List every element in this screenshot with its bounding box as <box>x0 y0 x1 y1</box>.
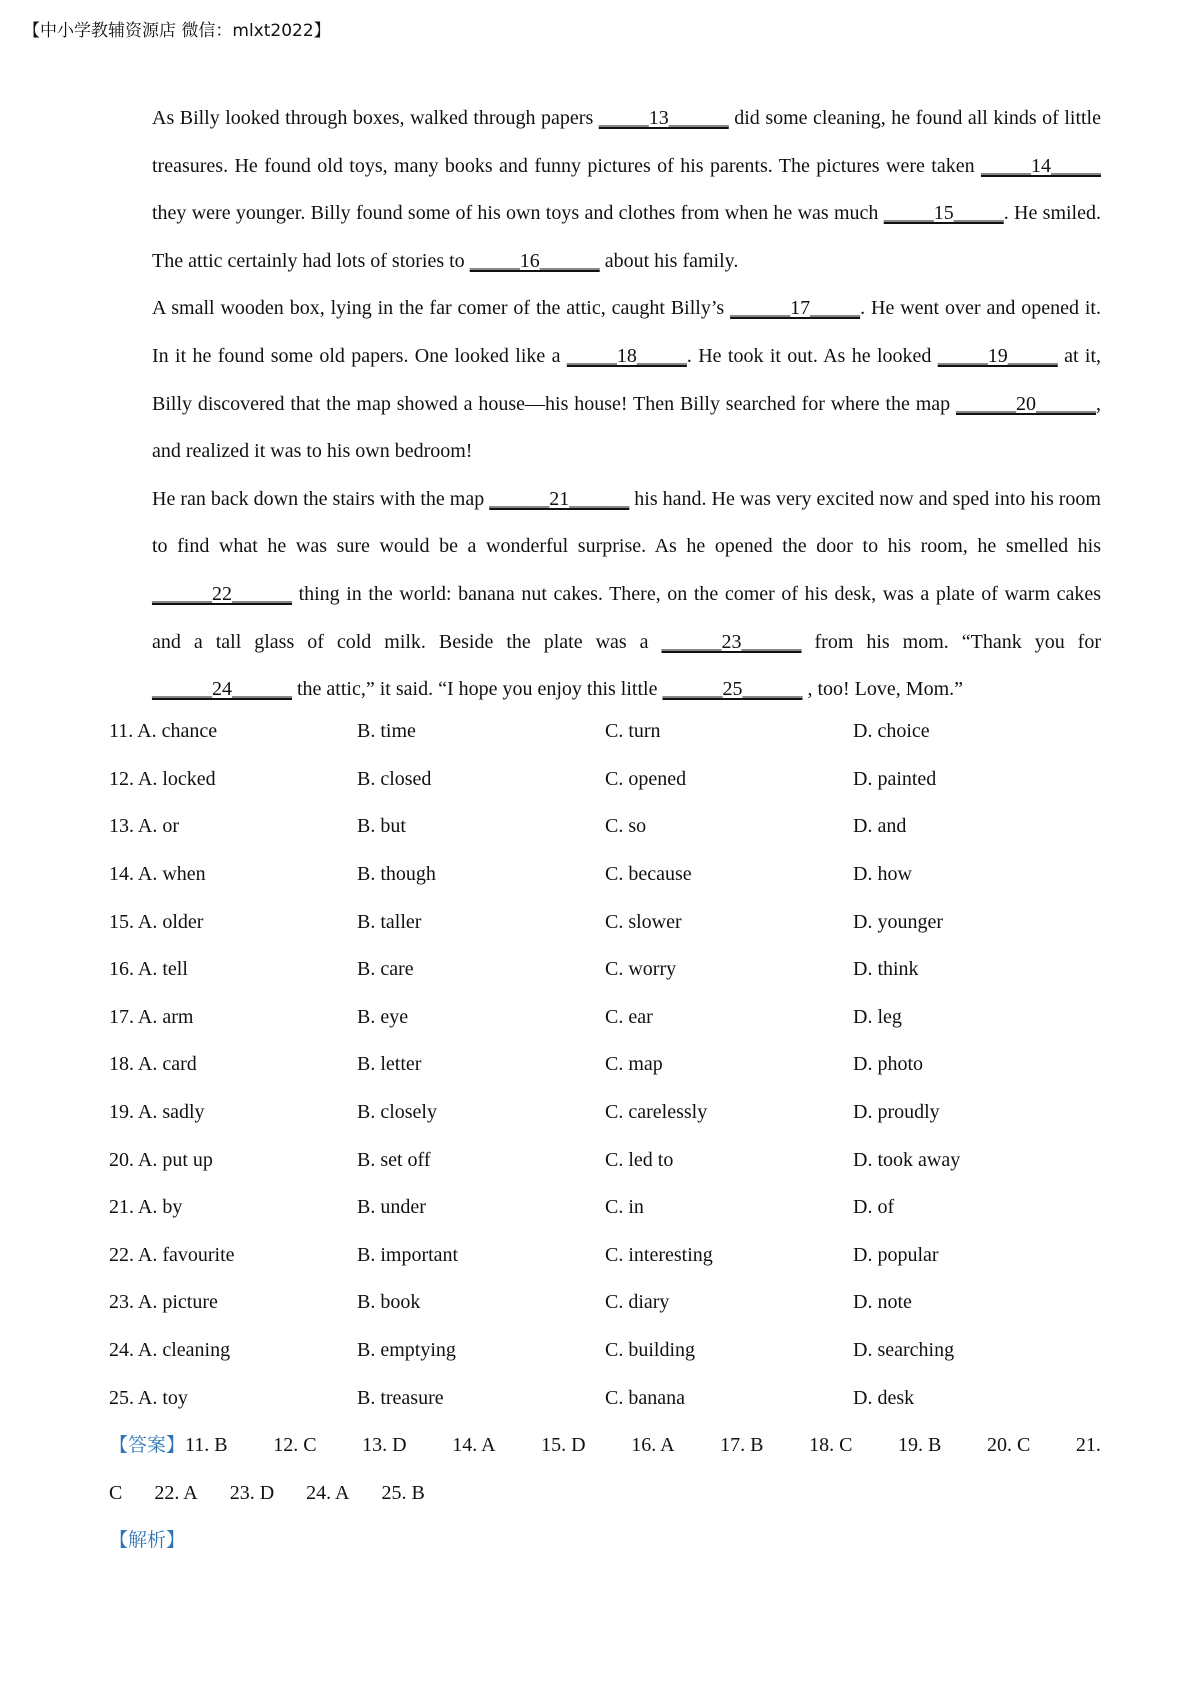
answer-label <box>109 1422 228 1470</box>
option-choice: B. closely <box>357 1101 437 1124</box>
answer-item: 21. <box>1075 1434 1101 1456</box>
option-choice: 23. A. picture <box>109 1291 218 1314</box>
answer-item: 14. A <box>452 1434 496 1456</box>
option-row <box>109 1374 1109 1422</box>
page-header: 【中小学教辅资源店 微信：mlxt2022】 <box>23 21 331 41</box>
option-choice: B. care <box>357 958 414 981</box>
option-row <box>109 946 1109 994</box>
option-choice: B. set off <box>357 1148 431 1171</box>
cloze-blank: ______22______ <box>152 582 292 605</box>
answer-item: 17. B <box>720 1434 764 1456</box>
answer-item: 20. C <box>986 1434 1031 1456</box>
passage-paragraph <box>109 476 1101 714</box>
option-choice: D. leg <box>853 1005 902 1028</box>
passage-paragraph <box>109 285 1101 475</box>
option-choice: D. how <box>853 863 912 886</box>
cloze-blank: ______20______ <box>956 392 1096 415</box>
option-choice: C. map <box>605 1053 663 1076</box>
answer-item: 11. B <box>185 1434 228 1456</box>
answer-item: 18. C <box>809 1434 853 1456</box>
option-choice: B. letter <box>357 1053 422 1076</box>
option-choice: D. took away <box>853 1148 961 1171</box>
option-choice: 19. A. sadly <box>109 1101 205 1124</box>
passage-text: , too! Love, Mom.” <box>802 678 963 701</box>
cloze-blank: _____16______ <box>469 249 600 272</box>
passage-text: . He smiled. The attic certainly had lots of stories to <box>152 202 1101 272</box>
option-choice: B. taller <box>357 910 422 933</box>
passage-text: He ran back down the stairs with the map <box>152 487 490 510</box>
cloze-blank: ______24______ <box>152 678 292 701</box>
answer-item: 15. D <box>541 1434 586 1456</box>
passage-text: at it, Billy discovered that the map showed a house—his house! Then Billy searched for where the map <box>152 344 1102 415</box>
passage-text: about his family. <box>599 249 739 272</box>
option-choice: C. diary <box>605 1291 670 1314</box>
option-row <box>109 994 1109 1042</box>
option-choice: 18. A. card <box>109 1053 197 1076</box>
answer-item: 13. D <box>362 1434 407 1456</box>
option-choice: D. choice <box>853 720 930 743</box>
option-choice: D. popular <box>853 1243 939 1266</box>
option-choice: D. desk <box>853 1386 915 1409</box>
option-choice: C. worry <box>605 958 677 981</box>
answer-item: 24. A <box>306 1481 350 1504</box>
option-choice: D. painted <box>853 767 937 790</box>
option-choice: B. book <box>357 1291 421 1314</box>
option-choice: C. led to <box>605 1148 674 1171</box>
cloze-blank: ______23______ <box>661 630 802 653</box>
passage-text: thing in the world: banana nut cakes. There, on the comer of his desk, was a plate of warm cakes and a tall glass of cold milk. Beside the plate was a <box>152 582 1101 653</box>
option-choice: 25. A. toy <box>109 1386 188 1409</box>
answer-item: 19. B <box>898 1434 942 1456</box>
option-choice: 22. A. favourite <box>109 1243 235 1266</box>
answer-row <box>109 1470 1101 1518</box>
cloze-passage <box>109 95 1101 714</box>
answer-item: 12. C <box>273 1434 317 1456</box>
option-choice: D. younger <box>853 910 943 933</box>
answer-item: 16. A <box>631 1434 675 1456</box>
option-choice: B. important <box>357 1243 459 1266</box>
option-choice: 17. A. arm <box>109 1005 194 1028</box>
option-choice: C. ear <box>605 1005 653 1028</box>
option-choice: C. carelessly <box>605 1101 708 1124</box>
option-choice: D. note <box>853 1291 912 1314</box>
cloze-blank: ______21______ <box>489 487 630 510</box>
option-choice: B. eye <box>357 1005 409 1028</box>
option-choice: D. searching <box>853 1339 955 1362</box>
option-row <box>109 708 1109 756</box>
option-row <box>109 1184 1109 1232</box>
option-choice: B. treasure <box>357 1386 444 1409</box>
cloze-blank: _____15_____ <box>883 202 1004 225</box>
passage-text: , and realized it was to his own bedroom! <box>152 392 1101 463</box>
option-row <box>109 1279 1109 1327</box>
option-choice: 16. A. tell <box>109 958 188 981</box>
option-choice: D. of <box>853 1196 895 1219</box>
option-choice: C. because <box>605 863 692 886</box>
option-row <box>109 1232 1109 1280</box>
passage-text: A small wooden box, lying in the far comer of the attic, caught Billy’s <box>152 297 731 320</box>
option-choice: C. opened <box>605 767 687 790</box>
answer-row <box>109 1422 1101 1470</box>
option-choice: C. in <box>605 1196 644 1219</box>
answer-tag: 【答案】 <box>109 1434 186 1456</box>
option-choice: B. but <box>357 815 406 838</box>
analysis-section <box>109 1517 1101 1565</box>
passage-text: As Billy looked through boxes, walked through papers <box>152 107 599 129</box>
cloze-blank: _____19_____ <box>937 344 1058 367</box>
option-choice: B. time <box>357 720 416 743</box>
option-row <box>109 898 1109 946</box>
option-choice: C. banana <box>605 1386 685 1409</box>
option-row <box>109 803 1109 851</box>
option-choice: B. emptying <box>357 1339 456 1362</box>
option-choice: C. slower <box>605 910 682 933</box>
option-choice: 12. A. locked <box>109 767 216 790</box>
answer-section <box>109 1422 1101 1565</box>
option-choice: 13. A. or <box>109 815 179 838</box>
options-list <box>109 708 1109 1422</box>
option-choice: D. think <box>853 958 919 981</box>
option-choice: C. interesting <box>605 1243 713 1266</box>
cloze-blank: _____13______ <box>598 107 729 129</box>
option-choice: C. so <box>605 815 647 838</box>
passage-text: his hand. He was very excited now and sped into his room to find what he was sure would be a wonderful surprise. As he opened the door to his room, he smelled his <box>152 487 1101 558</box>
option-choice: 21. A. by <box>109 1196 183 1219</box>
option-choice: D. photo <box>853 1053 923 1076</box>
option-row <box>109 1136 1109 1184</box>
cloze-blank: _____18_____ <box>566 344 687 367</box>
option-choice: C. turn <box>605 720 661 743</box>
option-choice: 14. A. when <box>109 863 206 886</box>
passage-text: the attic,” it said. “I hope you enjoy this little <box>292 678 663 701</box>
option-choice: 11. A. chance <box>109 720 218 743</box>
answer-item: 25. B <box>381 1481 425 1504</box>
passage-text: did some cleaning, he found all kinds of little treasures. He found old toys, many books and funny pictures of his parents. The pictures were taken <box>152 107 1101 177</box>
option-row <box>109 756 1109 804</box>
option-choice: C. building <box>605 1339 696 1362</box>
option-choice: B. though <box>357 863 436 886</box>
answer-item: C <box>109 1481 123 1504</box>
passage-text: from his mom. “Thank you for <box>801 630 1102 653</box>
option-row <box>109 1041 1109 1089</box>
analysis-tag: 【解析】 <box>109 1529 186 1552</box>
option-row <box>109 851 1109 899</box>
answer-item: 23. D <box>229 1481 275 1504</box>
option-choice: 20. A. put up <box>109 1148 213 1171</box>
answer-item: 22. A <box>154 1481 198 1504</box>
option-choice: 24. A. cleaning <box>109 1339 231 1362</box>
option-choice: D. and <box>853 815 907 838</box>
cloze-blank: _____14_____ <box>981 154 1101 177</box>
option-row <box>109 1089 1109 1137</box>
cloze-blank: ______17_____ <box>730 297 861 320</box>
passage-text: they were younger. Billy found some of his own toys and clothes from when he was much <box>152 202 884 225</box>
passage-text: . He took it out. As he looked <box>686 344 938 367</box>
option-choice: B. under <box>357 1196 426 1219</box>
option-choice: 15. A. older <box>109 910 204 933</box>
option-row <box>109 1327 1109 1375</box>
option-choice: D. proudly <box>853 1101 940 1124</box>
option-choice: B. closed <box>357 767 432 790</box>
cloze-blank: ______25______ <box>662 678 803 701</box>
passage-paragraph <box>109 95 1101 285</box>
passage-text: . He went over and opened it. In it he found some old papers. One looked like a <box>152 297 1101 367</box>
